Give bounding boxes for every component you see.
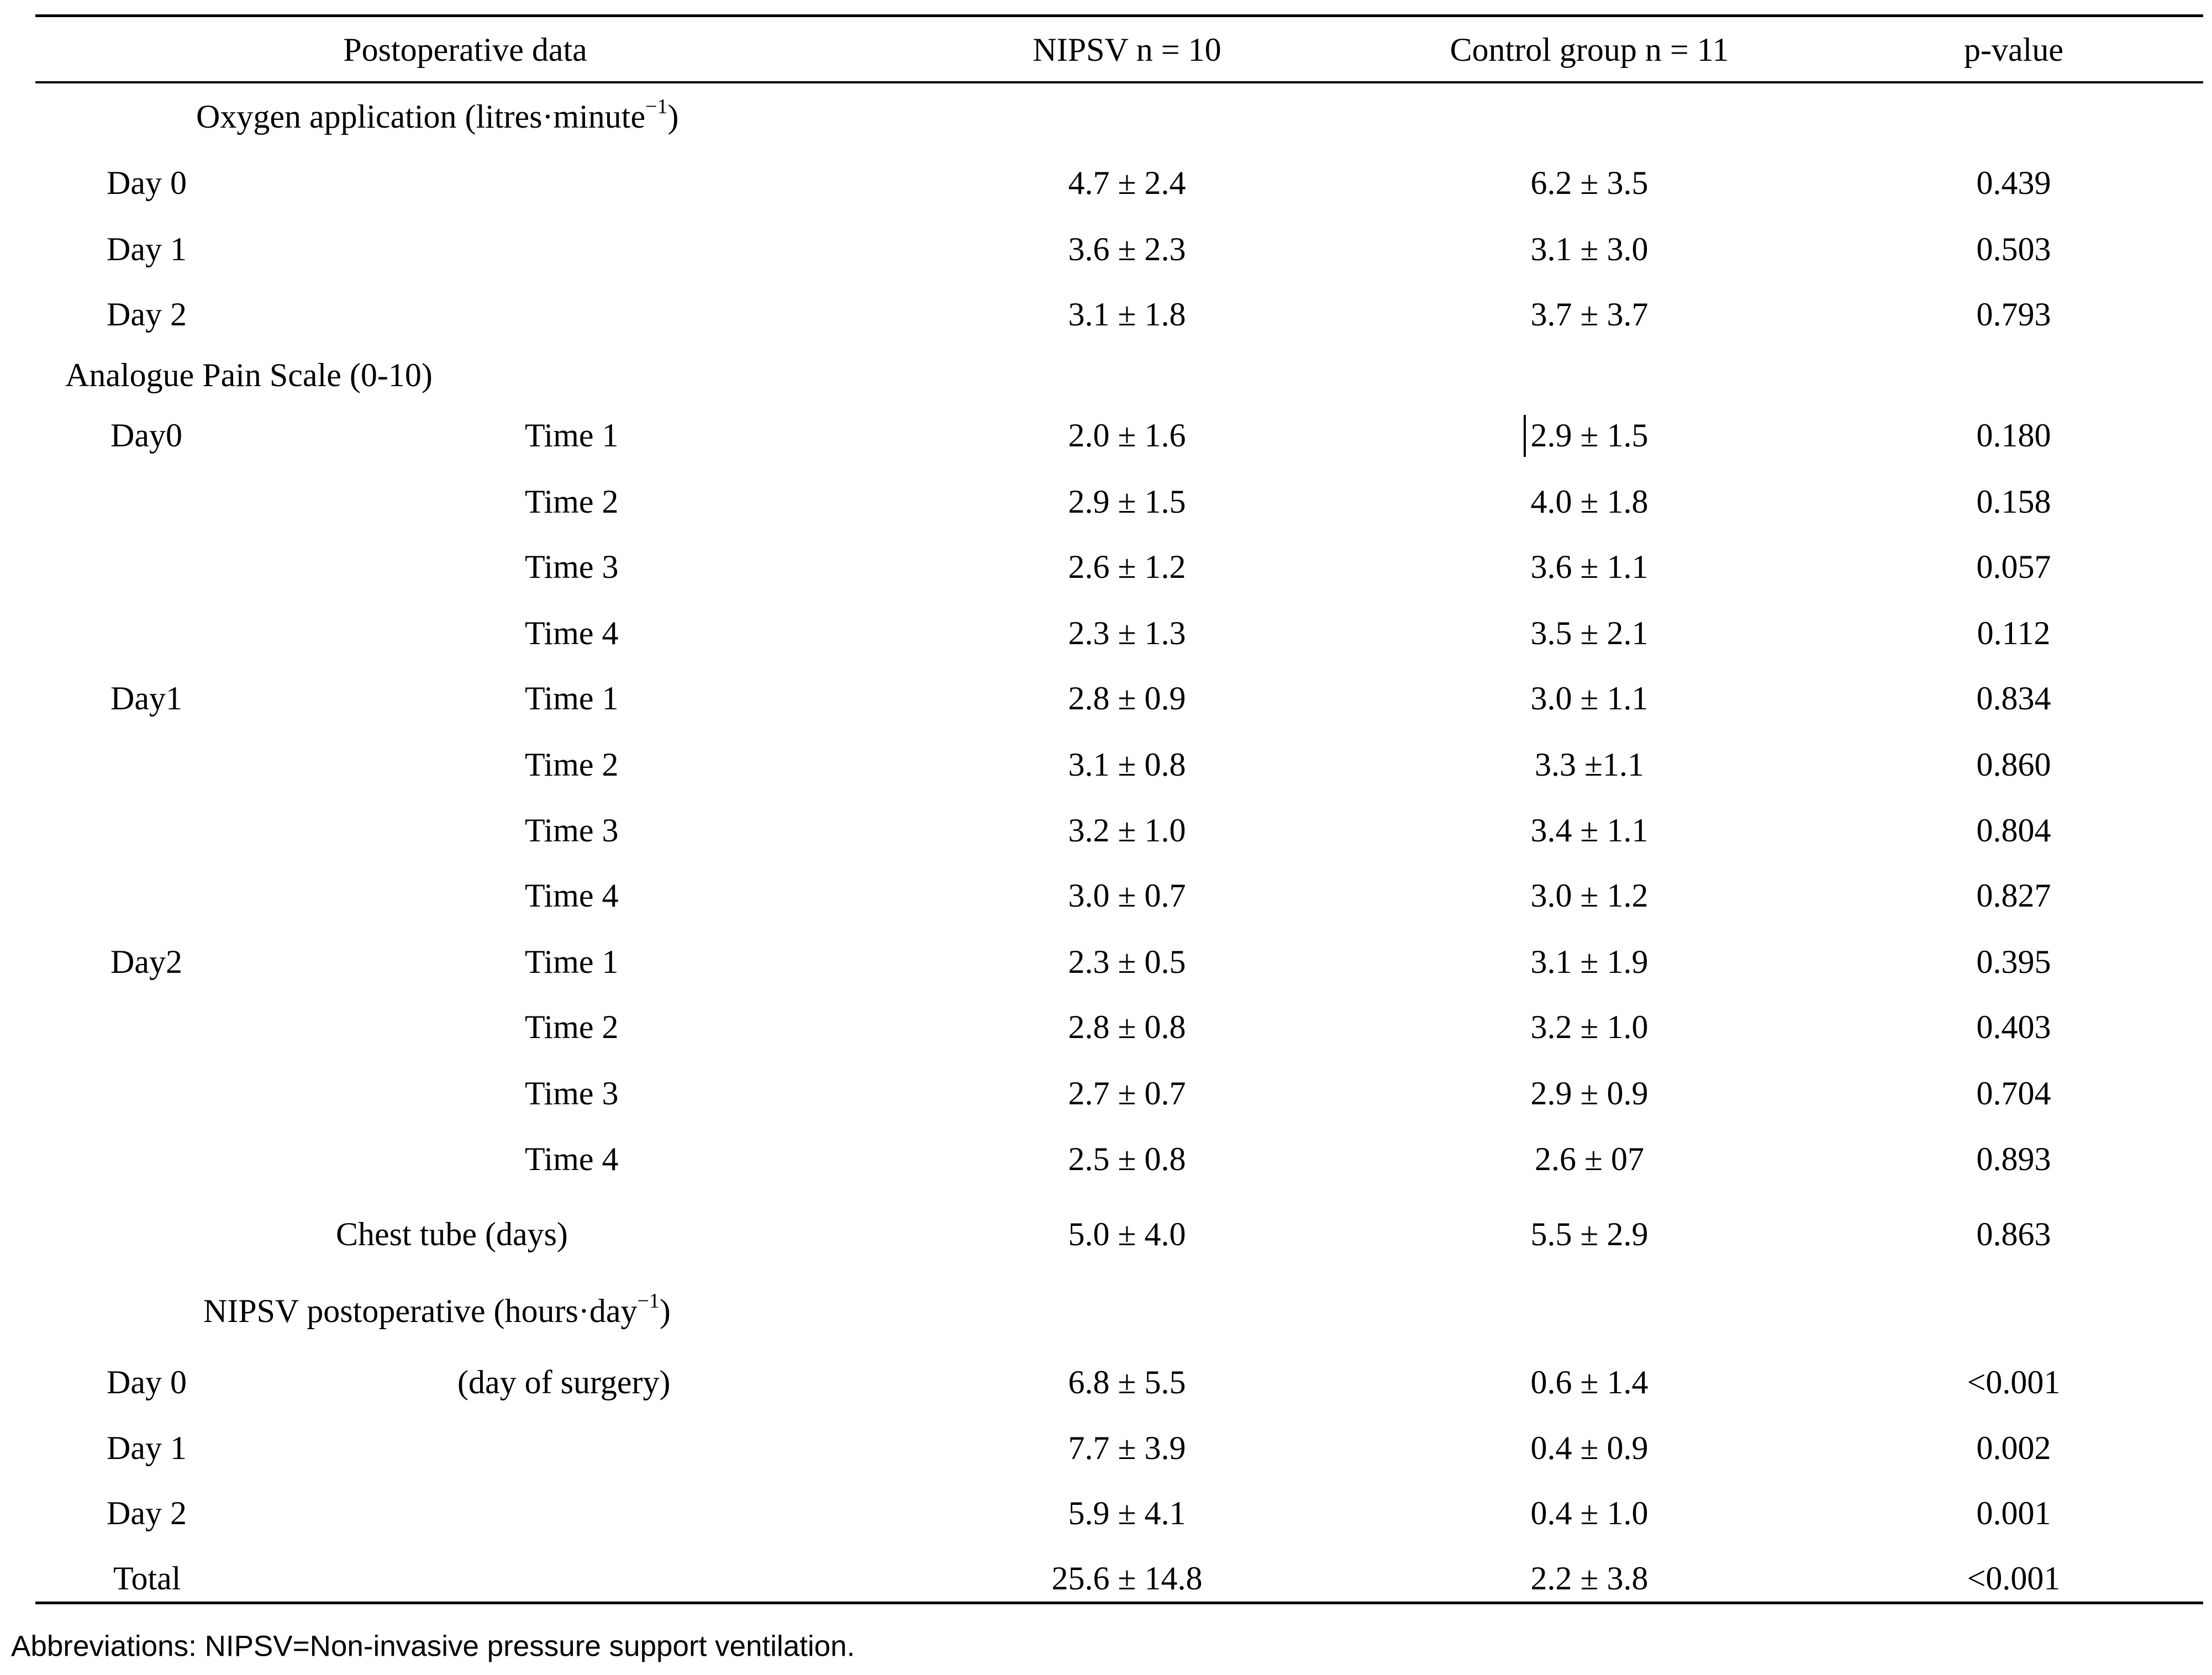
label-superscript: −1 bbox=[645, 95, 668, 118]
nipsv-value: 4.7 ± 2.4 bbox=[1068, 165, 1186, 201]
nipsv-value: 25.6 ± 14.8 bbox=[1051, 1560, 1203, 1597]
control-value: 3.5 ± 2.1 bbox=[1530, 615, 1649, 651]
row-sublabel: Time 3 bbox=[525, 812, 619, 849]
row-sublabel: Time 4 bbox=[525, 877, 619, 914]
section-label-text: Oxygen application (litres·minute bbox=[196, 98, 646, 135]
p-value: <0.001 bbox=[1967, 1560, 2061, 1597]
p-value: 0.503 bbox=[1976, 231, 2051, 267]
nipsv-value: 2.6 ± 1.2 bbox=[1068, 549, 1186, 585]
table-bottom-rule bbox=[35, 1602, 2203, 1604]
row-label: Day 1 bbox=[107, 231, 187, 267]
row-label: Day1 bbox=[110, 680, 182, 717]
row-sublabel: Time 2 bbox=[525, 483, 619, 520]
row-label: Day 0 bbox=[107, 1364, 187, 1400]
label-tail: ) bbox=[667, 98, 679, 135]
p-value: 0.057 bbox=[1976, 549, 2051, 585]
nipsv-value: 3.1 ± 1.8 bbox=[1068, 296, 1186, 333]
row-label: Day 0 bbox=[107, 165, 187, 201]
control-value: 2.2 ± 3.8 bbox=[1530, 1560, 1649, 1597]
header-nipsv: NIPSV n = 10 bbox=[1033, 31, 1221, 68]
row-label: Day 2 bbox=[107, 296, 187, 333]
nipsv-value: 6.8 ± 5.5 bbox=[1068, 1364, 1186, 1400]
p-value: <0.001 bbox=[1967, 1364, 2061, 1400]
p-value: 0.112 bbox=[1977, 615, 2051, 651]
nipsv-value: 2.0 ± 1.6 bbox=[1068, 417, 1186, 454]
row-sublabel: Time 1 bbox=[525, 944, 619, 980]
row-sublabel: Time 2 bbox=[525, 746, 619, 783]
nipsv-value: 5.9 ± 4.1 bbox=[1068, 1495, 1186, 1531]
control-value: 4.0 ± 1.8 bbox=[1530, 483, 1649, 520]
p-value: 0.403 bbox=[1976, 1009, 2051, 1045]
table-header-rule bbox=[35, 81, 2203, 83]
row-sublabel: Time 1 bbox=[525, 680, 619, 717]
control-value: 0.4 ± 0.9 bbox=[1530, 1430, 1649, 1466]
section-label bbox=[196, 95, 679, 135]
p-value: 0.395 bbox=[1976, 944, 2051, 980]
row-sublabel: Time 3 bbox=[525, 1075, 619, 1112]
section-label-text: NIPSV postoperative (hours·day bbox=[203, 1293, 638, 1329]
control-value: 3.7 ± 3.7 bbox=[1530, 296, 1649, 333]
p-value: 0.893 bbox=[1976, 1141, 2051, 1177]
row-sublabel: (day of surgery) bbox=[457, 1364, 671, 1400]
header-postoperative-data: Postoperative data bbox=[343, 31, 587, 68]
p-value: 0.002 bbox=[1976, 1430, 2051, 1466]
text-cursor-mark bbox=[1524, 415, 1526, 457]
row-label: Total bbox=[113, 1560, 181, 1597]
row-sublabel: Time 3 bbox=[525, 549, 619, 585]
header-control-group: Control group n = 11 bbox=[1450, 31, 1729, 68]
row-label: Day2 bbox=[110, 944, 182, 980]
nipsv-value: 2.3 ± 0.5 bbox=[1068, 944, 1186, 980]
row-sublabel: Time 2 bbox=[525, 1009, 619, 1045]
p-value: 0.793 bbox=[1976, 296, 2051, 333]
p-value: 0.704 bbox=[1976, 1075, 2051, 1112]
p-value: 0.804 bbox=[1976, 812, 2051, 849]
control-value: 2.9 ± 0.9 bbox=[1530, 1075, 1649, 1112]
row-label: Day 1 bbox=[107, 1430, 187, 1466]
table-top-rule bbox=[35, 14, 2203, 17]
row-sublabel: Time 4 bbox=[525, 1141, 619, 1177]
nipsv-value: 3.2 ± 1.0 bbox=[1068, 812, 1186, 849]
nipsv-value: 7.7 ± 3.9 bbox=[1068, 1430, 1186, 1466]
control-value: 3.3 ±1.1 bbox=[1535, 746, 1644, 783]
p-value: 0.158 bbox=[1976, 483, 2051, 520]
control-value: 5.5 ± 2.9 bbox=[1530, 1216, 1649, 1252]
abbreviations-footnote: Abbreviations: NIPSV=Non-invasive pressure support ventilation. bbox=[11, 1630, 855, 1663]
section-label bbox=[203, 1289, 671, 1329]
label-superscript: −1 bbox=[637, 1289, 660, 1313]
control-value: 3.0 ± 1.1 bbox=[1530, 680, 1649, 717]
nipsv-value: 2.8 ± 0.8 bbox=[1068, 1009, 1186, 1045]
control-value: 3.1 ± 3.0 bbox=[1530, 231, 1649, 267]
control-value: 6.2 ± 3.5 bbox=[1530, 165, 1649, 201]
nipsv-value: 2.5 ± 0.8 bbox=[1068, 1141, 1186, 1177]
nipsv-value: 2.3 ± 1.3 bbox=[1068, 615, 1186, 651]
nipsv-value: 2.9 ± 1.5 bbox=[1068, 483, 1186, 520]
nipsv-value: 5.0 ± 4.0 bbox=[1068, 1216, 1186, 1252]
p-value: 0.834 bbox=[1976, 680, 2051, 717]
p-value: 0.863 bbox=[1976, 1216, 2051, 1252]
control-value: 0.6 ± 1.4 bbox=[1530, 1364, 1649, 1400]
row-sublabel: Time 1 bbox=[525, 417, 619, 454]
nipsv-value: 3.1 ± 0.8 bbox=[1068, 746, 1186, 783]
control-value: 3.6 ± 1.1 bbox=[1530, 549, 1649, 585]
row-label: Day0 bbox=[110, 417, 182, 454]
header-p-value: p-value bbox=[1964, 31, 2063, 68]
control-value: 2.9 ± 1.5 bbox=[1530, 417, 1649, 454]
row-label: Chest tube (days) bbox=[336, 1216, 568, 1252]
nipsv-value: 3.6 ± 2.3 bbox=[1068, 231, 1186, 267]
p-value: 0.001 bbox=[1976, 1495, 2051, 1531]
p-value: 0.180 bbox=[1976, 417, 2051, 454]
label-tail: ) bbox=[659, 1293, 671, 1329]
p-value: 0.860 bbox=[1976, 746, 2051, 783]
control-value: 2.6 ± 07 bbox=[1535, 1141, 1644, 1177]
control-value: 3.2 ± 1.0 bbox=[1530, 1009, 1649, 1045]
row-label: Day 2 bbox=[107, 1495, 187, 1531]
control-value: 3.1 ± 1.9 bbox=[1530, 944, 1649, 980]
control-value: 3.0 ± 1.2 bbox=[1530, 877, 1649, 914]
nipsv-value: 2.8 ± 0.9 bbox=[1068, 680, 1186, 717]
control-value: 0.4 ± 1.0 bbox=[1530, 1495, 1649, 1531]
row-sublabel: Time 4 bbox=[525, 615, 619, 651]
nipsv-value: 3.0 ± 0.7 bbox=[1068, 877, 1186, 914]
control-value: 3.4 ± 1.1 bbox=[1530, 812, 1649, 849]
section-label: Analogue Pain Scale (0-10) bbox=[65, 357, 433, 393]
nipsv-value: 2.7 ± 0.7 bbox=[1068, 1075, 1186, 1112]
p-value: 0.827 bbox=[1976, 877, 2051, 914]
p-value: 0.439 bbox=[1976, 165, 2051, 201]
